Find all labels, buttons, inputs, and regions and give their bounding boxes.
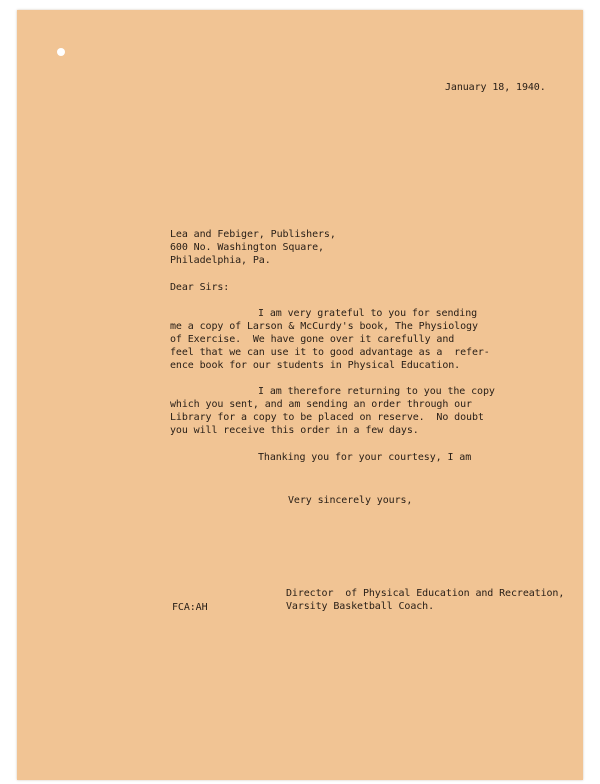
recipient-line-1: Lea and Febiger, Publishers,	[170, 229, 336, 240]
signature-title-line-2: Varsity Basketball Coach.	[286, 601, 435, 612]
paragraph-1-line-4: feel that we can use it to good advantage as a refer-	[170, 347, 490, 358]
paragraph-1-line-1: I am very grateful to you for sending	[258, 308, 478, 319]
paragraph-1-line-5: ence book for our students in Physical Education.	[170, 360, 461, 371]
salutation: Dear Sirs:	[170, 282, 230, 293]
paragraph-3: Thanking you for your courtesy, I am	[258, 452, 472, 463]
letter-page	[17, 10, 583, 780]
recipient-line-3: Philadelphia, Pa.	[170, 255, 271, 266]
paragraph-2-line-2: which you sent, and am sending an order through our	[170, 399, 472, 410]
paragraph-2-line-1: I am therefore returning to you the copy	[258, 386, 495, 397]
punch-hole	[57, 48, 65, 56]
paragraph-1-line-2: me a copy of Larson & McCurdy's book, The Physiology	[170, 321, 478, 332]
recipient-line-2: 600 No. Washington Square,	[170, 242, 324, 253]
paragraph-2-line-3: Library for a copy to be placed on reserve. No doubt	[170, 412, 484, 423]
signature-title-line-1: Director of Physical Education and Recreation,	[286, 588, 565, 599]
paragraph-1-line-3: of Exercise. We have gone over it carefully and	[170, 334, 455, 345]
letter-date: January 18, 1940.	[445, 82, 546, 93]
closing: Very sincerely yours,	[288, 495, 413, 506]
paragraph-2-line-4: you will receive this order in a few days.	[170, 425, 419, 436]
typist-initials: FCA:AH	[172, 602, 208, 613]
